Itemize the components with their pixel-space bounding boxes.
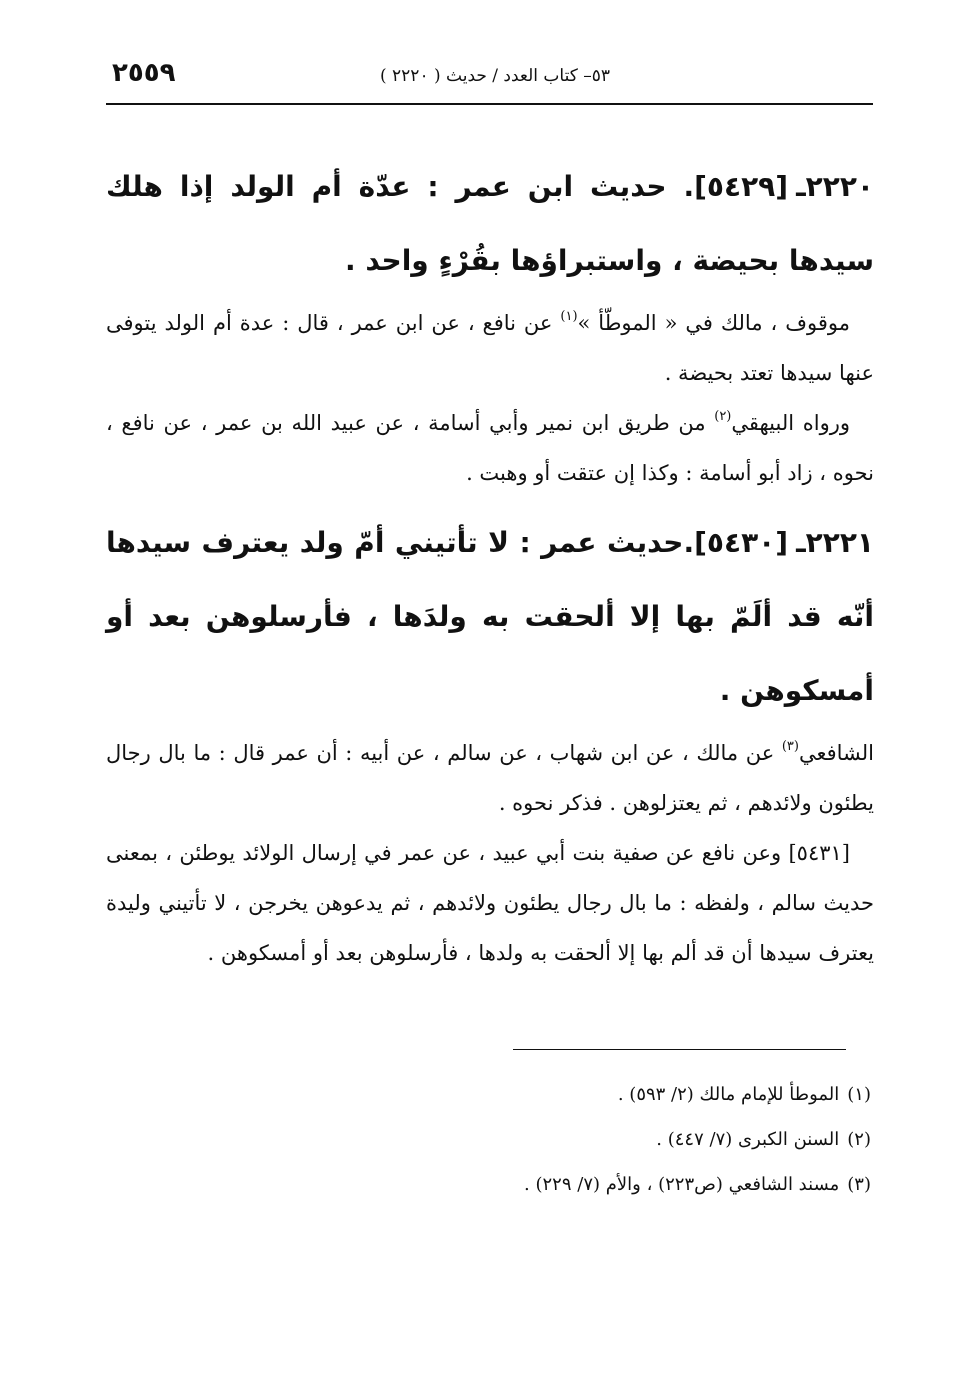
footnote-text: مسند الشافعي (ص٢٢٣) ، والأم (٧/ ٢٢٩) . xyxy=(524,1174,840,1195)
footnote-text: الموطأ للإمام مالك (٢/ ٥٩٣) . xyxy=(617,1084,840,1105)
hadith-title: . حديث ابن عمر : عدّة أم الولد إذا هلك سيدها بحيضة ، واستبراؤها بقُرْءٍ واحد . xyxy=(106,170,874,277)
hadith-heading-2220 xyxy=(106,150,874,298)
footnote-1 xyxy=(300,1072,871,1117)
paragraph-text: ورواه البيهقي xyxy=(731,411,851,435)
hadith-reference: [٥٤٣١] xyxy=(788,841,850,865)
spacer xyxy=(106,498,874,506)
hadith-title: .حديث عمر : لا تأتيني أمّ ولد يعترف سيدها أنّه قد ألَمّ بها إلا ألحقت به ولدَها ، فأرسلوهن بعد أو أمسكوهن . xyxy=(106,526,874,707)
hadith-reference: [٥٤٢٩] xyxy=(694,170,789,203)
paragraph xyxy=(106,298,874,398)
paragraph-text: من طريق ابن نمير وأبي أسامة ، عن عبيد الله بن عمر ، عن نافع ، نحوه ، زاد أبو أسامة : وكذا إن عتقت أو وهبت . xyxy=(106,411,874,485)
paragraph-text: وعن نافع عن صفية بنت أبي عبيد ، عن عمر في إرسال الولائد يوطئن ، بمعنى حديث سالم ، ولفظه : ما بال رجال يطئون ولائدهم ، ثم يدعوهن يخرجن ، لا تأتيني وليدة يعترف سيدها أن قد ألم بها إلا ألحقت به ولدها ، فأرسلوهن بعد أو أمسكوهن . xyxy=(106,841,874,965)
paragraph-text: عن نافع ، عن ابن عمر ، قال : عدة أم الولد يتوفى عنها سيدها تعتد بحيضة . xyxy=(106,311,874,385)
paragraph xyxy=(106,398,874,498)
hadith-heading-2221 xyxy=(106,506,874,728)
hadith-number: ٢٢٢١ـ xyxy=(796,526,874,559)
footnote-marker[interactable]: (٣) xyxy=(781,739,799,754)
hadith-reference: [٥٤٣٠] xyxy=(694,526,789,559)
main-text xyxy=(106,150,874,978)
footnote-3 xyxy=(300,1162,871,1207)
footnote-text: السنن الكبرى (٧/ ٤٤٧) . xyxy=(656,1129,840,1150)
footnote-separator xyxy=(513,1049,846,1050)
paragraph xyxy=(106,728,874,828)
header-rule xyxy=(106,103,873,105)
footnote-number: (١) xyxy=(847,1084,871,1105)
footnote-marker[interactable]: (١) xyxy=(560,309,578,324)
hadith-number: ٢٢٢٠ـ xyxy=(796,170,874,203)
footnote-marker[interactable]: (٢) xyxy=(714,409,732,424)
footnote-2 xyxy=(300,1117,871,1162)
footnote-number: (٣) xyxy=(847,1174,871,1195)
footnote-number: (٢) xyxy=(847,1129,871,1150)
page-number: ٢٥٥٩ xyxy=(112,58,176,88)
footnotes xyxy=(300,1072,871,1207)
paragraph-text: عن مالك ، عن ابن شهاب ، عن سالم ، عن أبيه : أن عمر قال : ما بال رجال يطئون ولائدهم ، ثم يعتزلوهن . فذكر نحوه . xyxy=(106,741,874,815)
paragraph-text: موقوف ، مالك في « الموطّأ » xyxy=(577,311,850,335)
running-head: ٥٣– كتاب العدد / حديث ( ٢٢٢٠ ) xyxy=(380,66,610,86)
paragraph xyxy=(106,828,874,978)
paragraph-text: الشافعي xyxy=(798,741,874,765)
